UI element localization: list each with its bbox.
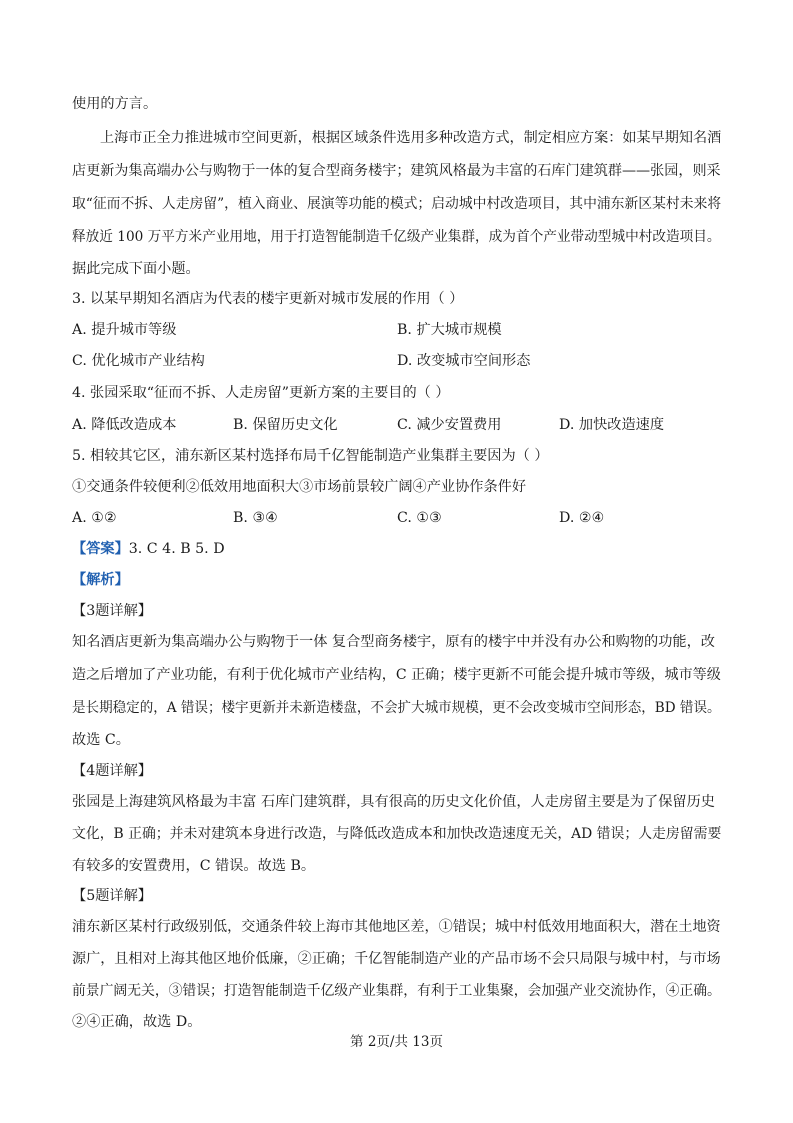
question-3-option-b: B. 扩大城市规模: [397, 322, 502, 338]
question-5-option-a: A. ①②: [72, 510, 117, 526]
question-4-option-c: C. 减少安置费用: [397, 417, 502, 433]
passage-lead-in: 使用的方言。: [72, 96, 158, 112]
passage-line: 店更新为集高端办公与购物于一体的复合型商务楼宇；建筑风格最为丰富的石库门建筑群——张园，则采: [72, 163, 721, 179]
detail-3-line: 是长期稳定的，A 错误；楼宇更新并未新造楼盘，不会扩大城市规模，更不会改变城市空间形态，BD 错误。: [72, 700, 721, 716]
question-4-option-a: A. 降低改造成本: [72, 417, 177, 433]
detail-5-heading: 【5题详解】: [72, 888, 152, 904]
detail-3-line: 造之后增加了产业功能，有利于优化城市产业结构，C 正确；楼宇更新不可能会提升城市等级，城市等级: [72, 667, 721, 683]
question-5-option-d: D. ②④: [559, 510, 605, 526]
detail-3-heading: 【3题详解】: [72, 603, 152, 619]
detail-5-line: ②④正确，故选 D。: [72, 1014, 202, 1030]
passage-line: 据此完成下面小题。: [72, 261, 200, 277]
question-4-option-b: B. 保留历史文化: [233, 417, 338, 433]
passage-line: 上海市正全力推进城市空间更新，根据区域条件选用多种改造方式，制定相应方案：如某早期知名酒: [100, 130, 722, 146]
detail-4-line: 有较多的安置费用，C 错误。故选 B。: [72, 858, 316, 874]
detail-5-line: 源广，且相对上海其他区地价低廉，②正确；千亿智能制造产业的产品市场不会只局限与城中村，与市场: [72, 951, 721, 967]
question-5-stem: 5. 相较其它区，浦东新区某村选择布局千亿智能制造产业集群主要因为（ ）: [72, 448, 549, 464]
analysis-heading: [72, 573, 129, 587]
page-number-footer: 第 2页/共 13页: [350, 1034, 443, 1050]
passage-line: 取“征而不拆、人走房留”，植入商业、展演等功能的模式；启动城中村改造项目，其中浦东新区某村未来将: [72, 196, 722, 212]
detail-3-line: 知名酒店更新为集高端办公与购物于一体 复合型商务楼宇，原有的楼宇中并没有办公和购物的功能，改: [72, 634, 715, 650]
question-3-option-c: C. 优化城市产业结构: [72, 353, 205, 369]
detail-5-line: 浦东新区某村行政级别低，交通条件较上海市其他地区差，①错误；城中村低效用地面积大，潜在土地资: [72, 919, 721, 935]
question-4-option-d: D. 加快改造速度: [559, 417, 665, 433]
answer-tag: 【答案】: [72, 541, 129, 557]
question-3-option-d: D. 改变城市空间形态: [397, 353, 531, 369]
answer-text: 3. C 4. B 5. D: [128, 541, 225, 557]
analysis-tag: 【解析】: [72, 572, 129, 588]
question-5-option-b: B. ③④: [233, 510, 278, 526]
answer-line: [72, 542, 225, 556]
detail-3-line: 故选 C。: [72, 732, 130, 748]
detail-4-line: 文化，B 正确；并未对建筑本身进行改造，与降低改造成本和加快改造速度无关，AD 错误；人走房留需要: [72, 826, 722, 842]
detail-5-line: 前景广阔无关，③错误；打造智能制造千亿级产业集群，有利于工业集聚，会加强产业交流协作，④正确。: [72, 983, 721, 999]
question-5-statements: ①交通条件较便利②低效用地面积大③市场前景较广阔④产业协作条件好: [72, 479, 527, 495]
question-5-option-c: C. ①③: [397, 510, 442, 526]
detail-4-line: 张园是上海建筑风格最为丰富 石库门建筑群，具有很高的历史文化价值，人走房留主要是为了保留历史: [72, 794, 715, 810]
question-4-stem: 4. 张园采取“征而不拆、人走房留”更新方案的主要目的（ ）: [72, 385, 450, 401]
question-3-stem: 3. 以某早期知名酒店为代表的楼宇更新对城市发展的作用（ ）: [72, 291, 464, 307]
passage-line: 释放近 100 万平方米产业用地，用于打造智能制造千亿级产业集群，成为首个产业带动型城中村改造项目。: [72, 229, 721, 245]
question-3-option-a: A. 提升城市等级: [72, 322, 177, 338]
detail-4-heading: 【4题详解】: [72, 763, 152, 779]
